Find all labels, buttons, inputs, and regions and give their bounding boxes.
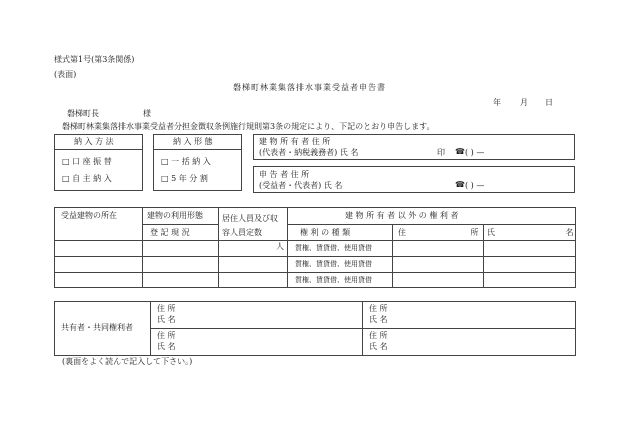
payment-option-five-year[interactable]: □ 5 年 分 割 — [161, 174, 208, 183]
addressee: 磐梯町長 — [67, 109, 99, 118]
payment-method-header: 納 入 方 法 — [74, 137, 114, 146]
col-usage: 建物の利用形態 — [147, 211, 203, 220]
declarant-address-label: 申 告 者 住 所 — [259, 170, 310, 179]
co-owner-3-address-label: 住 所 — [157, 331, 176, 340]
co-owner-4-name-label: 氏 名 — [369, 342, 388, 351]
co-owner-1-name-label: 氏 名 — [157, 315, 176, 324]
owner-address-label: 建 物 所 有 者 住 所 — [259, 137, 331, 146]
co-owner-3-name-label: 氏 名 — [157, 342, 176, 351]
owner-phone[interactable]: ( ) — — [465, 148, 485, 157]
co-owner-1-address-label: 住 所 — [157, 304, 176, 313]
owner-name-label: (代表者・納税義務者) 氏 名 — [259, 148, 359, 157]
col-residents-unit: 人 — [276, 242, 284, 251]
col-usage-sub: 登 記 現 況 — [150, 228, 190, 237]
telephone-icon: ☎ — [455, 180, 465, 189]
date-day-label: 日 — [545, 98, 553, 107]
honorific: 様 — [143, 109, 151, 118]
co-owners-label: 共有者・共同権利者 — [61, 323, 133, 332]
page-title: 磐梯町林業集落排水事業受益者申告書 — [233, 83, 386, 92]
payment-option-bank-transfer[interactable]: □ 口 座 振 替 — [62, 157, 112, 166]
co-owner-4-address-label: 住 所 — [369, 331, 388, 340]
owner-seal-label: 印 — [437, 148, 445, 157]
sub-kind: 権 利 の 種 類 — [300, 228, 351, 237]
right-kind-row-3: 質権、賃貸借、使用貸借 — [295, 276, 372, 284]
payment-form-header: 納 入 形 態 — [173, 137, 213, 146]
footer-note: (裏面をよく読んで記入して下さい。) — [62, 357, 193, 366]
payment-option-self-payment[interactable]: □ 自 主 納 入 — [62, 174, 112, 183]
declaration-text: 磐梯町林業集落排水事業受益者分担金徴収条例施行規則第3条の規定により、下記のとおり申告します。 — [62, 122, 435, 131]
co-owner-2-name-label: 氏 名 — [369, 315, 388, 324]
payment-option-lump-sum[interactable]: □ 一 括 納 入 — [161, 157, 211, 166]
form-side-label: (表面) — [54, 70, 77, 79]
right-kind-row-2: 質権、賃貸借、使用貸借 — [295, 260, 372, 268]
date-month-label: 月 — [520, 98, 528, 107]
sub-name: 氏 名 — [487, 228, 574, 237]
right-kind-row-1: 質権、賃貸借、使用貸借 — [295, 244, 372, 252]
co-owner-2-address-label: 住 所 — [369, 304, 388, 313]
form-number: 様式第1号(第3条関係) — [54, 55, 135, 64]
declarant-phone[interactable]: ( ) — — [465, 181, 485, 190]
col-rights: 建 物 所 有 者 以 外 の 権 利 者 — [345, 211, 459, 220]
date-year-label: 年 — [493, 98, 501, 107]
sub-address: 住 所 — [398, 228, 479, 237]
col-residents: 居住人員及び収容人員定数 — [222, 214, 278, 237]
declarant-name-label: (受益者・代表者) 氏 名 — [259, 181, 343, 190]
telephone-icon: ☎ — [455, 147, 465, 156]
col-location: 受益建物の所在 — [61, 211, 117, 220]
